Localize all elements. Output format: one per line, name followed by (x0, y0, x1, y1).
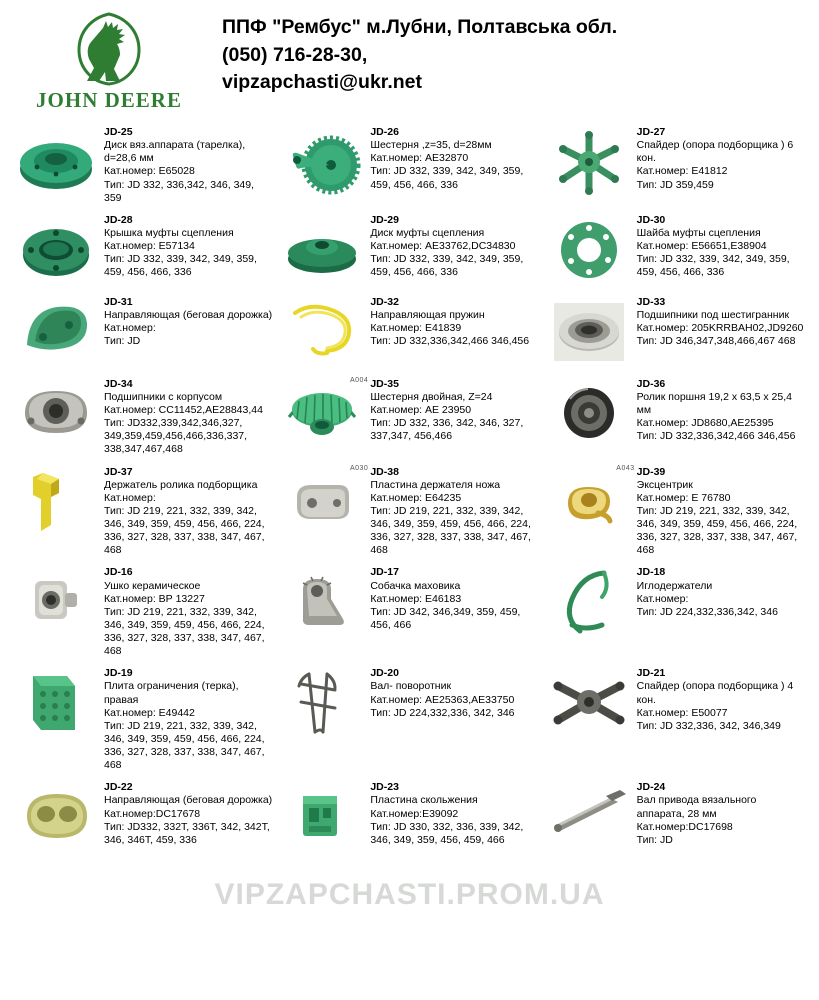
catalog-item-jd-37[interactable] (10, 461, 276, 562)
part-image-jd-39 (545, 465, 633, 539)
part-image-jd-33 (545, 295, 633, 369)
part-info (104, 213, 274, 280)
part-image-jd-18 (545, 565, 633, 639)
catalog-item-jd-20[interactable] (276, 662, 542, 776)
part-article: Кат.номер: AE33762,DC34830 (370, 240, 516, 252)
part-name: Плита ограничения (терка), правая (104, 680, 239, 706)
parts-catalog-grid (0, 119, 819, 858)
part-image-jd-29 (278, 213, 366, 287)
catalog-item-jd-23[interactable] (276, 776, 542, 858)
part-info (370, 213, 540, 280)
catalog-row (10, 662, 809, 776)
part-image-jd-25 (12, 125, 100, 199)
part-article: Кат.номер:DC17678 (104, 807, 201, 820)
part-code: JD-18 (636, 566, 666, 579)
part-article: Кат.номер: E46183 (370, 592, 462, 605)
part-info (370, 666, 540, 720)
part-article: Кат.номер: E50077 (636, 706, 728, 719)
part-image-jd-30 (545, 213, 633, 287)
part-article: Кат.номер: AE25363,AE33750 (370, 693, 515, 706)
part-info (637, 125, 807, 192)
part-name: Держатель ролика подборщика (104, 478, 258, 491)
catalog-item-jd-38[interactable] (276, 461, 542, 562)
part-info (104, 565, 274, 658)
part-name: Спайдер (опора подборщика ) 4 кон. (636, 680, 794, 706)
page-header (0, 0, 819, 119)
part-types: Тип: JD 330, 332, 336, 339, 342, 346, 349, 359, 456, 459, 466 (370, 820, 524, 846)
part-types: Тип: JD 346,347,348,466,467 468 (636, 335, 796, 348)
part-info (637, 565, 807, 619)
part-info (637, 295, 807, 349)
company-name: ППФ "Рембус" м.Лубни, Полтавська обл. (222, 16, 618, 38)
part-image-jd-16 (12, 565, 100, 639)
catalog-item-jd-18[interactable] (543, 561, 809, 662)
part-name: Крышка муфты сцепления (104, 226, 234, 239)
part-name: Эксцентрик (636, 478, 693, 491)
part-image-jd-24 (545, 780, 633, 854)
part-types: Тип: JD 332,336,342,466 346,456 (636, 430, 796, 443)
part-name: Вал- поворотник (370, 680, 452, 693)
part-image-jd-27 (545, 125, 633, 199)
part-article: Кат.номер: E57134 (104, 240, 195, 252)
part-image-jd-26 (278, 125, 366, 199)
part-name: Направляющая (беговая дорожка) (104, 794, 273, 807)
catalog-row (10, 776, 809, 858)
part-code: JD-24 (636, 781, 666, 794)
part-code: JD-21 (636, 667, 666, 680)
part-article: Кат.номер: JD8680,AE25395 (636, 417, 774, 430)
contact-block (222, 10, 617, 97)
logo-wordmark: JOHN DEERE (36, 88, 182, 112)
part-article: Кат.номер:E39092 (370, 807, 459, 820)
part-types: Тип: JD 332, 336, 342, 346, 327, 337,347, 456,466 (370, 417, 524, 443)
part-info (637, 780, 807, 847)
part-article: Кат.номер: E56651,E38904 (636, 240, 767, 252)
part-code: JD-17 (370, 566, 399, 579)
part-code: JD-28 (104, 213, 133, 226)
part-image-jd-20 (278, 666, 366, 740)
part-code: JD-29 (370, 213, 399, 226)
part-code: JD-25 (104, 126, 133, 138)
item-tag: A030 (349, 464, 369, 472)
part-image-jd-28 (12, 213, 100, 287)
part-types: Тип: JD332, 332Т, 336Т, 342, 342Т, 346, 346Т, 459, 336 (104, 820, 270, 846)
part-article: Кат.номер: (104, 491, 156, 504)
part-types: Тип: JD 332,336,342,466 346,456 (370, 335, 530, 348)
catalog-item-jd-22[interactable] (10, 776, 276, 858)
catalog-item-jd-39[interactable] (543, 461, 809, 562)
catalog-item-jd-21[interactable] (543, 662, 809, 776)
part-code: JD-39 (636, 465, 666, 478)
part-types: Тип: JD332,339,342,346,327, 349,359,459,456,466,336,337, 338,347,467,468 (104, 417, 248, 456)
part-code: JD-26 (370, 126, 399, 138)
part-types: Тип: JD 224,332,336,342, 346 (636, 605, 778, 618)
part-types: Тип: JD 332,336, 342, 346,349 (636, 719, 781, 732)
part-types: Тип: JD 332, 339, 342, 349, 359, 459, 456, 466, 336 (370, 253, 524, 279)
part-article: Кат.номер: E41812 (636, 165, 728, 178)
part-types: Тип: JD 332, 336,342, 346, 349, 359 (104, 178, 255, 204)
part-code: JD-33 (636, 295, 666, 308)
part-image-jd-31 (12, 295, 100, 369)
deer-logo-icon (73, 12, 145, 86)
part-image-jd-23 (278, 780, 366, 854)
part-article: Кат.номер: 205KRRBAH02,JD9260 (636, 322, 804, 334)
part-name: Ролик поршня 19,2 х 63,5 х 25,4 мм (636, 390, 792, 416)
part-types: Тип: JD 332, 339, 342, 349, 359, 459, 456, 466, 336 (636, 253, 790, 279)
catalog-item-jd-30[interactable] (543, 209, 809, 291)
part-code: JD-22 (104, 781, 133, 794)
part-image-jd-34 (12, 377, 100, 451)
part-name: Диск вяз.аппарата (тарелка), d=28,6 мм (104, 139, 246, 165)
part-image-jd-21 (545, 666, 633, 740)
catalog-row (10, 561, 809, 662)
part-info (637, 377, 807, 444)
part-types: Тип: JD 219, 221, 332, 339, 342, 346, 349, 359, 459, 456, 466, 224, 336, 327, 328, 337, 338, 347, 467, 468 (104, 504, 265, 557)
part-types: Тип: JD (636, 833, 673, 846)
part-code: JD-37 (104, 465, 133, 478)
part-name: Пластина держателя ножа (370, 478, 501, 491)
part-name: Иглодержатели (636, 579, 713, 592)
part-code: JD-36 (636, 377, 666, 390)
part-code: JD-30 (636, 213, 666, 226)
part-article: Кат.номер: ВР 13227 (104, 592, 205, 605)
part-code: JD-35 (370, 377, 399, 390)
part-types: Тип: JD 224,332,336, 342, 346 (370, 706, 515, 719)
part-name: Направляющая пружин (370, 308, 485, 321)
part-info (104, 666, 274, 772)
part-code: JD-38 (370, 465, 399, 478)
catalog-item-jd-29[interactable] (276, 209, 542, 291)
part-types: Тип: JD 219, 221, 332, 339, 342, 346, 349, 359, 459, 456, 466, 224, 336, 327, 328, 337, 338, 347, 467, 468 (104, 605, 265, 658)
part-types: Тип: JD 332, 339, 342, 349, 359, 459, 456, 466, 336 (104, 253, 257, 279)
part-code: JD-27 (636, 126, 666, 138)
catalog-item-jd-31[interactable] (10, 291, 276, 373)
catalog-item-jd-24[interactable] (543, 776, 809, 858)
catalog-item-jd-34[interactable] (10, 373, 276, 461)
part-name: Пластина скольжения (370, 794, 478, 807)
part-info (637, 213, 807, 280)
part-article: Кат.номер: E41839 (370, 322, 462, 334)
part-image-jd-37 (12, 465, 100, 539)
part-types: Тип: JD 359,459 (636, 178, 714, 191)
part-image-jd-17 (278, 565, 366, 639)
part-image-jd-19 (12, 666, 100, 740)
phone-number: (050) 716-28-30, (222, 43, 368, 66)
part-types: Тип: JD 219, 221, 332, 339, 342, 346, 349, 359, 459, 456, 466, 224, 336, 327, 328, 337, 338, 347, 467, 468 (370, 504, 531, 557)
part-name: Направляющая (беговая дорожка) (104, 308, 273, 321)
catalog-item-jd-26[interactable] (276, 121, 542, 209)
part-info (637, 465, 807, 558)
part-name: Собачка маховика (370, 579, 461, 592)
part-info (104, 780, 274, 847)
part-name: Подшипники под шестигранник (636, 308, 790, 321)
catalog-row (10, 461, 809, 562)
part-types: Тип: JD (104, 335, 141, 348)
catalog-item-jd-19[interactable] (10, 662, 276, 776)
part-name: Шестерня двойная, Z=24 (370, 390, 493, 403)
part-code: JD-20 (370, 667, 399, 680)
part-article: Кат.номер: E49442 (104, 706, 195, 719)
part-code: JD-31 (104, 295, 133, 308)
part-info (104, 295, 274, 349)
part-article: Кат.номер: (636, 592, 689, 605)
part-image-jd-32 (278, 295, 366, 369)
part-name: Вал привода вязального аппарата, 28 мм (636, 794, 757, 820)
part-article: Кат.номер:DC17698 (636, 820, 733, 833)
part-image-jd-38 (278, 464, 369, 539)
part-info (370, 780, 540, 847)
part-code: JD-34 (104, 377, 133, 390)
part-article: Кат.номер: (104, 322, 156, 334)
catalog-item-jd-28[interactable] (10, 209, 276, 291)
catalog-row (10, 373, 809, 461)
catalog-item-jd-16[interactable] (10, 561, 276, 662)
catalog-item-jd-32[interactable] (276, 291, 542, 373)
part-image-jd-22 (12, 780, 100, 854)
part-info (637, 666, 807, 733)
item-tag: A043 (616, 464, 635, 472)
part-article: Кат.номер: CC11452,AE28843,44 (104, 404, 263, 416)
part-article: Кат.номер: E64235 (370, 491, 462, 504)
item-tag: A004 (349, 376, 369, 384)
part-info (370, 125, 540, 192)
part-info (104, 377, 274, 457)
part-image-jd-35 (278, 376, 369, 451)
catalog-item-jd-36[interactable] (543, 373, 809, 461)
part-info (370, 465, 540, 558)
part-name: Шестерня ,z=35, d=28мм (370, 139, 492, 152)
catalog-item-jd-17[interactable] (276, 561, 542, 662)
part-info (104, 465, 274, 558)
part-code: JD-16 (104, 566, 133, 579)
part-code: JD-19 (104, 667, 133, 680)
part-types: Тип: JD 219, 221, 332, 339, 342, 346, 349, 359, 459, 456, 466, 224, 336, 327, 328, 337, 338, 347, 467, 468 (104, 719, 265, 772)
part-types: Тип: JD 332, 339, 342, 349, 359, 459, 456, 466, 336 (370, 165, 524, 191)
catalog-item-jd-27[interactable] (543, 121, 809, 209)
part-name: Спайдер (опора подборщика ) 6 кон. (636, 139, 794, 165)
part-code: JD-32 (370, 295, 399, 308)
part-article: Кат.номер: AE 23950 (370, 404, 472, 416)
catalog-row (10, 291, 809, 373)
part-info (370, 565, 540, 632)
part-name: Шайба муфты сцепления (636, 226, 761, 239)
part-name: Ушко керамическое (104, 579, 201, 592)
part-name: Диск муфты сцепления (370, 226, 485, 239)
part-image-jd-36 (545, 377, 633, 451)
catalog-item-jd-33[interactable] (543, 291, 809, 373)
watermark: VIPZAPCHASTI.PROM.UA (214, 878, 605, 911)
part-info (104, 125, 274, 205)
part-code: JD-23 (370, 781, 399, 794)
catalog-item-jd-35[interactable] (276, 373, 542, 461)
part-info (370, 377, 540, 444)
part-info (370, 295, 540, 349)
part-name: Подшипники с корпусом (104, 390, 223, 403)
part-types: Тип: JD 342, 346,349, 359, 459, 456, 466 (370, 605, 521, 631)
part-article: Кат.номер: E 76780 (636, 491, 731, 504)
part-article: Кат.номер: E65028 (104, 165, 195, 178)
catalog-row (10, 121, 809, 209)
catalog-row (10, 209, 809, 291)
catalog-item-jd-25[interactable] (10, 121, 276, 209)
part-types: Тип: JD 219, 221, 332, 339, 342, 346, 349, 359, 459, 456, 466, 224, 336, 327, 328, 337, 338, 347, 467, 468 (636, 504, 798, 557)
part-article: Кат.номер: AE32870 (370, 152, 469, 165)
john-deere-logo (14, 10, 204, 113)
email-address: vipzapchasti@ukr.net (222, 71, 422, 94)
